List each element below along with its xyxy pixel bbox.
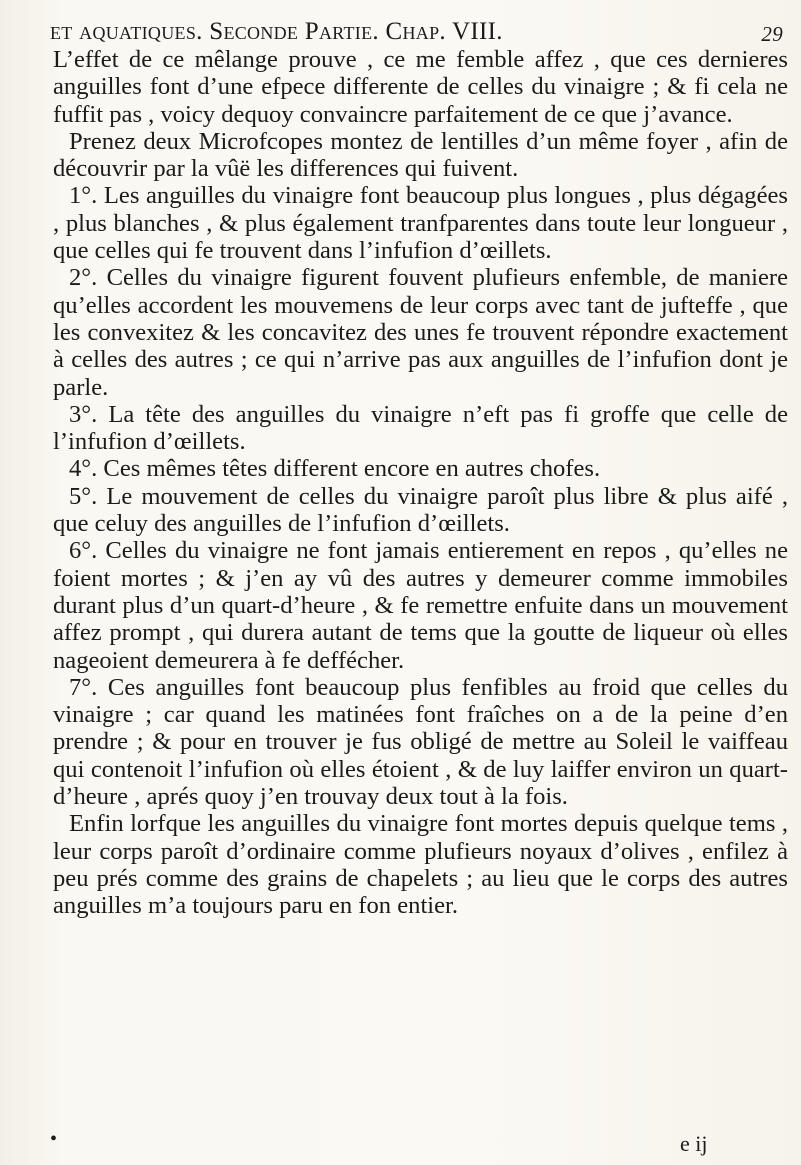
signature-mark: e ij [680,1131,708,1156]
page-body [53,46,788,920]
footer-mark: • [50,1128,58,1150]
paragraph-2: Prenez deux Microfcopes montez de lentilles d’un même foyer , afin de découvrir par la vûë les differences qui fuivent. [53,127,788,183]
paragraph-8: 6°. Celles du vinaigre ne font jamais entierement en repos , qu’elles ne foient mortes ; & j’en ay vû des autres y demeurer comme immobiles durant plus d’un quart-d’heure , & fe remettre enfuite dans un mouvement affez prompt , qui durera autant de tems que la goutte de liqueur où elles nageoient demeurera à fe deffécher. [53,537,788,674]
paragraph-9: 7°. Ces anguilles font beaucoup plus fenfibles au froid que celles du vinaigre ; car quand les matinées font fraîches on a de la peine d’en prendre ; & pour en trouver je fus obligé de mettre au Soleil le vaiffeau qui contenoit l’infufion où elles étoient , & de luy laiffer environ un quart-d’heure , aprés quoy j’en trouvay deux tout à la fois. [53,673,788,811]
running-title: et aquatiques. Seconde Partie. Chap. VIII. [50,18,503,45]
paragraph-5: 3°. La tête des anguilles du vinaigre n’eft pas fi groffe que celle de l’infufion d’œillets. [53,400,788,456]
paragraph-3: 1°. Les anguilles du vinaigre font beaucoup plus longues , plus dégagées , plus blanches , & plus également tranfparentes dans toute leur longueur , que celles qui fe trouvent dans l’infufion d’œillets. [53,182,788,265]
page-footer [50,1128,781,1158]
page-number: 29 [761,22,783,46]
paragraph-7: 5°. Le mouvement de celles du vinaigre paroît plus libre & plus aifé , que celuy des anguilles de l’infufion d’œillets. [53,482,788,538]
paragraph-10: Enfin lorfque les anguilles du vinaigre font mortes depuis quelque tems , leur corps paroît d’ordinaire comme plufieurs noyaux d’olives , enfilez à peu prés comme des grains de chapelets ; au lieu que le corps des autres anguilles m’a toujours paru en fon entier. [53,810,788,920]
paragraph-1: L’effet de ce mêlange prouve , ce me femble affez , que ces dernieres anguilles font d’une efpece differente de celles du vinaigre ; & fi cela ne fuffit pas , voicy dequoy convaincre parfaitement de ce que j’avance. [53,46,788,128]
paragraph-6: 4°. Ces mêmes têtes different encore en autres chofes. [69,455,601,483]
paragraph-4: 2°. Celles du vinaigre figurent fouvent plufieurs enfemble, de maniere qu’elles accordent les mouvemens de leur corps avec tant de jufteffe , que les convexitez & les concavitez des unes fe trouvent répondre exactement à celles des autres ; ce qui n’arrive pas aux anguilles de l’infufion dont je parle. [53,264,788,401]
